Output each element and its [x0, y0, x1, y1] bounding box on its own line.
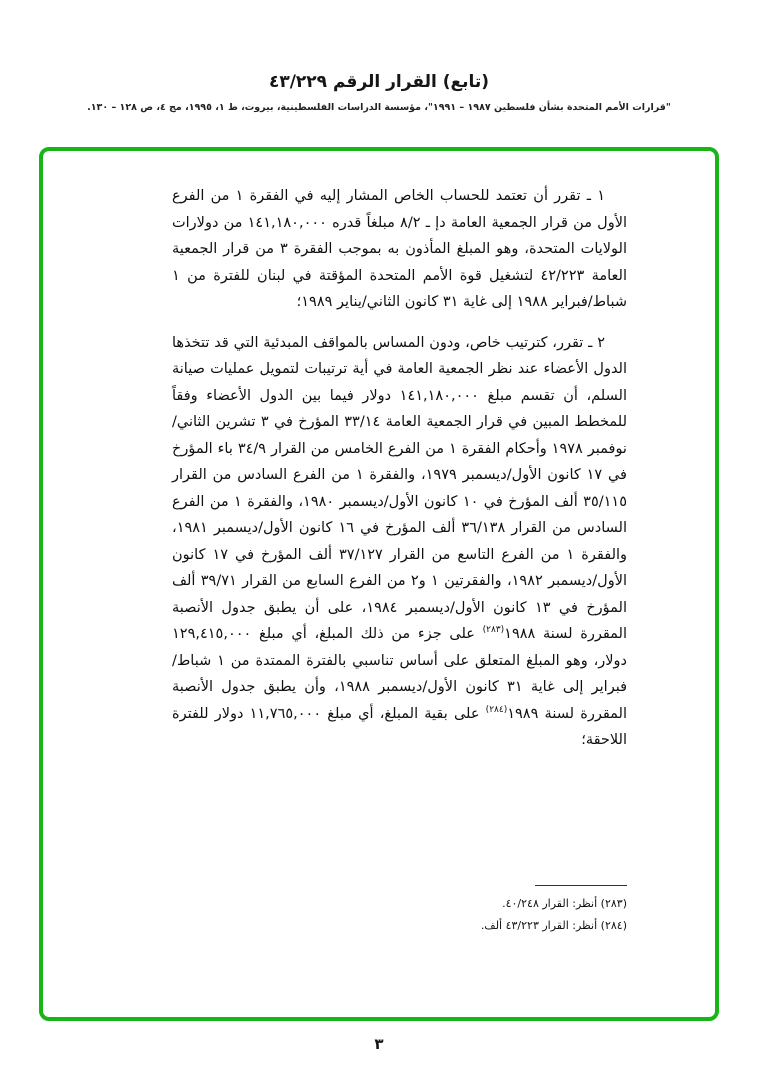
footnotes-section — [307, 885, 627, 937]
resolution-text — [172, 183, 627, 754]
page-number: ٣ — [374, 1035, 384, 1053]
footnote-283: (٢٨٣) أنظر: القرار ٤٠/٢٤٨. — [502, 897, 627, 910]
paragraph-2 — [172, 330, 627, 754]
footnote-separator — [535, 885, 627, 886]
paragraph-2-text-c: على بقية المبلغ، أي مبلغ ١١,٧٦٥,٠٠٠ دولار للفترة اللاحقة؛ — [172, 705, 627, 748]
paragraph-2-text-a: ٢ ـ تقرر، كترتيب خاص، ودون المساس بالمواقف المبدئية التي قد تتخذها الدول الأعضاء عند نظر الجمعية العامة في أية ترتيبات لتمويل عمليات صيانة السلم، أن تقسم مبلغ ١٤١,١٨٠,٠٠٠ دولار فيما بين الدول الأعضاء وفقاً للمخطط المبين في قرار الجمعية العامة ٣٣/١٤ المؤرخ في ٣ تشرين الثاني/نوفمبر ١٩٧٨ وأحكام الفقرة ١ من الفرع الخامس من القرار ٣٤/٩ باء المؤرخ في ١٧ كانون الأول/ديسمبر ١٩٧٩، والفقرة ١ من الفرع السادس من القرار ٣٥/١١٥ ألف المؤرخ في ١٠ كانون الأول/ديسمبر ١٩٨٠، والفقرة ١ من الفرع السادس من القرار ٣٦/١٣٨ ألف المؤرخ في ١٦ كانون الأول/ديسمبر ١٩٨١، والفقرة ١ من الفرع التاسع من القرار ٣٧/١٢٧ ألف المؤرخ في ١٧ كانون الأول/ديسمبر ١٩٨٢، والفقرتين ١ و٢ من الفرع السابع من القرار ٣٩/٧١ ألف المؤرخ في ١٣ كانون الأول/ديسمبر ١٩٨٤، على أن يطبق جدول الأنصبة المقررة لسنة ١٩٨٨ — [172, 334, 628, 642]
paragraph-1: ١ ـ تقرر أن تعتمد للحساب الخاص المشار إليه في الفقرة ١ من الفرع الأول من قرار الجمعية العامة دإ ـ ٨/٢ مبلغاً قدره ١٤١,١٨٠,٠٠٠ من دولارات الولايات المتحدة، وهو المبلغ المأذون به بموجب الفقرة ٣ من قرار الجمعية العامة ٤٢/٢٢٣ لتشغيل قوة الأمم المتحدة المؤقتة في لبنان للفترة من ١ شباط/فبراير ١٩٨٨ إلى غاية ٣١ كانون الثاني/يناير ١٩٨٩؛ — [172, 188, 627, 310]
footnote-ref-283: (٢٨٣) — [482, 625, 505, 636]
source-citation: "قرارات الأمم المتحدة بشأن فلسطين ١٩٨٧ – ١٩٩١"، مؤسسة الدراسات الفلسطينية، بيروت، ط ١، ١٩٩٥، مج ٤، ص ١٢٨ – ١٣٠. — [87, 102, 671, 113]
footnote-ref-284: (٢٨٤) — [485, 704, 508, 715]
paragraph-2-text-b: على جزء من ذلك المبلغ، أي مبلغ ١٢٩,٤١٥,٠٠٠ دولار، وهو المبلغ المتعلق على أساس تناسبي بالفترة الممتدة من ١ شباط/فبراير إلى غاية ٣١ كانون الأول/ديسمبر ١٩٨٨، وأن يطبق جدول الأنصبة المقررة لسنة ١٩٨٩ — [172, 626, 627, 722]
content-frame — [39, 147, 719, 1021]
page-title: (تابع) القرار الرقم ٤٣/٢٢٩ — [268, 72, 490, 92]
footnote-284: (٢٨٤) أنظر: القرار ٤٣/٢٢٣ ألف. — [480, 918, 627, 932]
